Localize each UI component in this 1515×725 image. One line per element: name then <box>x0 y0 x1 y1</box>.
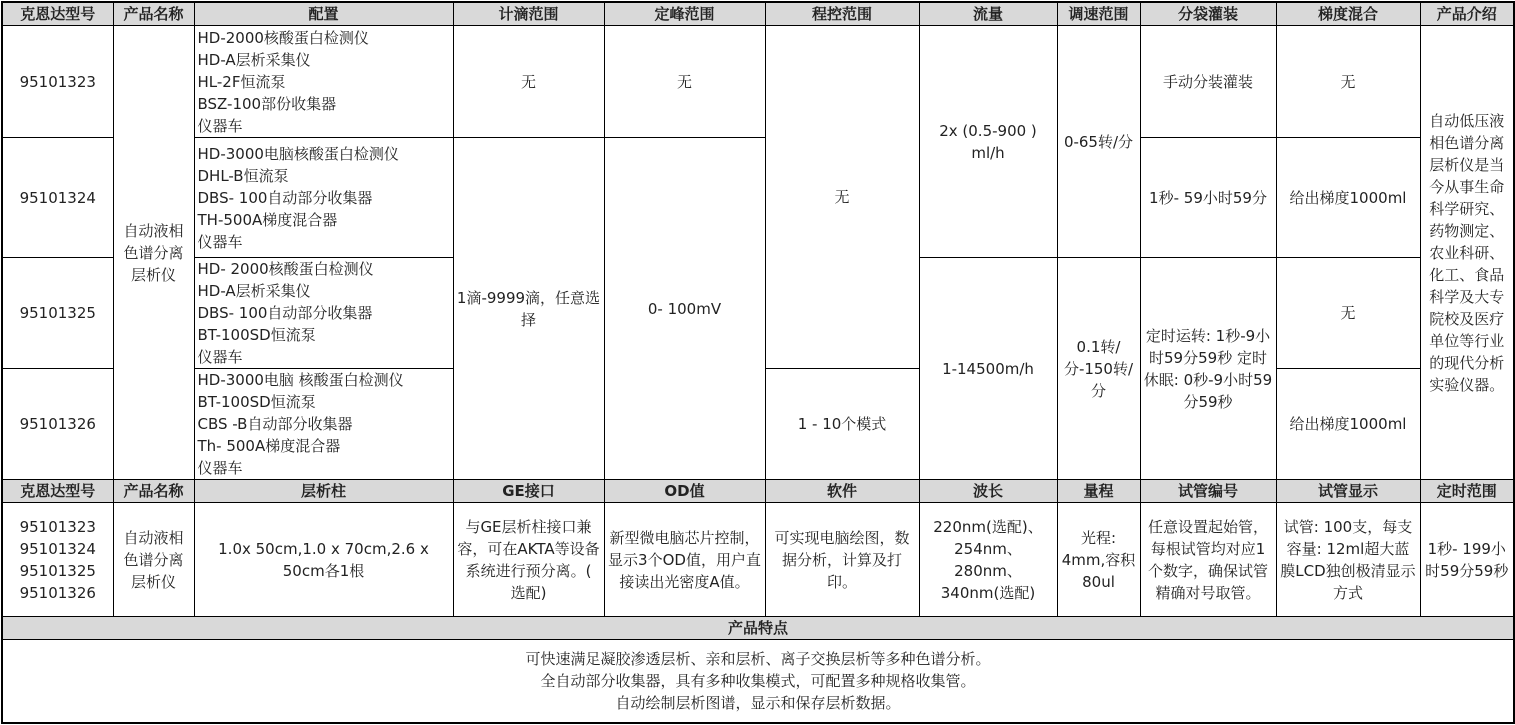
tube-no-cell: 任意设置起始管，每根试管均对应1个数字，确保试管精确对号取管。 <box>1140 503 1276 617</box>
gradient-cell: 无 <box>1276 258 1420 369</box>
header-flow: 流量 <box>919 2 1057 26</box>
model-line: 95101323 <box>19 517 96 536</box>
features-header-row <box>2 617 1514 640</box>
program-range-cell: 1 - 10个模式 <box>765 369 919 480</box>
config-line: BT-100SD恒流泵 <box>197 393 316 411</box>
config-line: HD-A层析采集仪 <box>197 50 311 69</box>
config-line: HD- 2000核酸蛋白检测仪 <box>197 260 374 278</box>
range-cell: 光程: 4mm,容积80ul <box>1057 503 1140 617</box>
timing-cell: 1秒- 199小时59分59秒 <box>1420 503 1514 617</box>
drip-range-cell: 1滴-9999滴，任意选择 <box>453 138 604 480</box>
gradient-cell: 给出梯度1000ml <box>1276 369 1420 480</box>
config-cell <box>194 26 453 138</box>
header-tube-display: 试管显示 <box>1276 480 1420 503</box>
header-ge: GE接口 <box>453 480 604 503</box>
program-range-cell: 无 <box>765 26 919 369</box>
header-column: 层析柱 <box>194 480 453 503</box>
wavelength-cell: 220nm(选配)、254nm、280nm、340nm(选配) <box>919 503 1057 617</box>
config-line: 仪器车 <box>197 232 243 251</box>
column-cell: 1.0x 50cm,1.0 x 70cm,2.6 x 50cm各1根 <box>194 503 453 617</box>
header-model: 克恩达型号 <box>2 2 113 26</box>
table-row <box>2 138 1514 258</box>
header-wavelength: 波长 <box>919 480 1057 503</box>
model-line: 95101325 <box>19 561 96 580</box>
header-drip-range: 计滴范围 <box>453 2 604 26</box>
header-speed: 调速范围 <box>1057 2 1140 26</box>
product-name-cell: 自动液相色谱分离层析仪 <box>113 26 194 480</box>
drip-range-cell: 无 <box>453 26 604 138</box>
config-line: 仪器车 <box>197 459 243 477</box>
config-line: HD-2000核酸蛋白检测仪 <box>197 28 369 47</box>
header-bagging: 分袋灌装 <box>1140 2 1276 26</box>
config-line: HD-A层析采集仪 <box>197 282 311 300</box>
peak-range-cell: 0- 100mV <box>604 138 765 480</box>
header-program-range: 程控范围 <box>765 2 919 26</box>
config-line: 仪器车 <box>197 116 243 135</box>
speed-cell: 0-65转/分 <box>1057 26 1140 258</box>
peak-range-cell: 无 <box>604 26 765 138</box>
flow-cell: 1-14500m/h <box>919 258 1057 480</box>
model-line: 95101326 <box>19 583 96 602</box>
config-cell <box>194 369 453 480</box>
bagging-cell: 定时运转: 1秒-9小时59分59秒 定时休眠: 0秒-9小时59分59秒 <box>1140 258 1276 480</box>
header-product-name: 产品名称 <box>113 2 194 26</box>
header-config: 配置 <box>194 2 453 26</box>
features-cell <box>2 640 1514 724</box>
config-line: CBS -B自动部分收集器 <box>197 415 353 433</box>
config-line: 仪器车 <box>197 348 243 366</box>
product-name-cell: 自动液相色谱分离层析仪 <box>113 503 194 617</box>
tube-display-cell: 试管: 100支，每支容量: 12ml超大蓝膜LCD独创极清显示方式 <box>1276 503 1420 617</box>
gradient-cell: 无 <box>1276 26 1420 138</box>
spec-table <box>1 1 1515 724</box>
config-line: HD-3000电脑 核酸蛋白检测仪 <box>197 371 404 389</box>
header-model: 克恩达型号 <box>2 480 113 503</box>
config-line: HL-2F恒流泵 <box>197 72 286 91</box>
header-row-1 <box>2 2 1514 26</box>
ge-cell: 与GE层析柱接口兼容，可在AKTA等设备系统进行预分离。( 选配) <box>453 503 604 617</box>
config-line: BSZ-100部份收集器 <box>197 94 337 113</box>
config-line: TH-500A梯度混合器 <box>197 210 338 229</box>
config-cell <box>194 138 453 258</box>
features-row <box>2 640 1514 724</box>
header-tube-no: 试管编号 <box>1140 480 1276 503</box>
gradient-cell: 给出梯度1000ml <box>1276 138 1420 258</box>
config-line: BT-100SD恒流泵 <box>197 326 316 344</box>
header-peak-range: 定峰范围 <box>604 2 765 26</box>
feature-line: 可快速满足凝胶渗透层析、亲和层析、离子交换层析等多种色谱分析。 <box>525 650 991 668</box>
flow-cell: 2x (0.5-900 ) ml/h <box>919 26 1057 258</box>
header-product-name: 产品名称 <box>113 480 194 503</box>
config-line: DBS- 100自动部分收集器 <box>197 188 373 207</box>
config-line: DHL-B恒流泵 <box>197 166 289 185</box>
header-software: 软件 <box>765 480 919 503</box>
table-row <box>2 26 1514 138</box>
speed-cell: 0.1转/分-150转/分 <box>1057 258 1140 480</box>
bagging-cell: 手动分装灌装 <box>1140 26 1276 138</box>
model-line: 95101324 <box>19 539 96 558</box>
model-cell: 95101325 <box>2 258 113 369</box>
feature-line: 自动绘制层析图谱，显示和保存层析数据。 <box>615 694 901 712</box>
model-cell: 95101326 <box>2 369 113 480</box>
software-cell: 可实现电脑绘图，数据分析，计算及打印。 <box>765 503 919 617</box>
model-cell: 95101323 <box>2 26 113 138</box>
table-row <box>2 503 1514 617</box>
feature-line: 全自动部分收集器，具有多种收集模式，可配置多种规格收集管。 <box>540 672 976 690</box>
header-od: OD值 <box>604 480 765 503</box>
model-cell: 95101324 <box>2 138 113 258</box>
od-cell: 新型微电脑芯片控制，显示3个OD值，用户直接读出光密度A值。 <box>604 503 765 617</box>
bagging-cell: 1秒- 59小时59分 <box>1140 138 1276 258</box>
header-row-2 <box>2 480 1514 503</box>
header-intro: 产品介绍 <box>1420 2 1514 26</box>
config-line: DBS- 100自动部分收集器 <box>197 304 373 322</box>
intro-cell: 自动低压液相色谱分离层析仪是当今从事生命科学研究、药物测定、农业科研、化工、食品科学及大专院校及医疗单位等行业的现代分析实验仪器。 <box>1420 26 1514 480</box>
header-gradient: 梯度混合 <box>1276 2 1420 26</box>
header-range: 量程 <box>1057 480 1140 503</box>
config-line: Th- 500A梯度混合器 <box>197 437 341 455</box>
header-timing: 定时范围 <box>1420 480 1514 503</box>
config-cell <box>194 258 453 369</box>
features-title: 产品特点 <box>2 617 1514 640</box>
model-list-cell <box>2 503 113 617</box>
config-line: HD-3000电脑核酸蛋白检测仪 <box>197 144 399 163</box>
